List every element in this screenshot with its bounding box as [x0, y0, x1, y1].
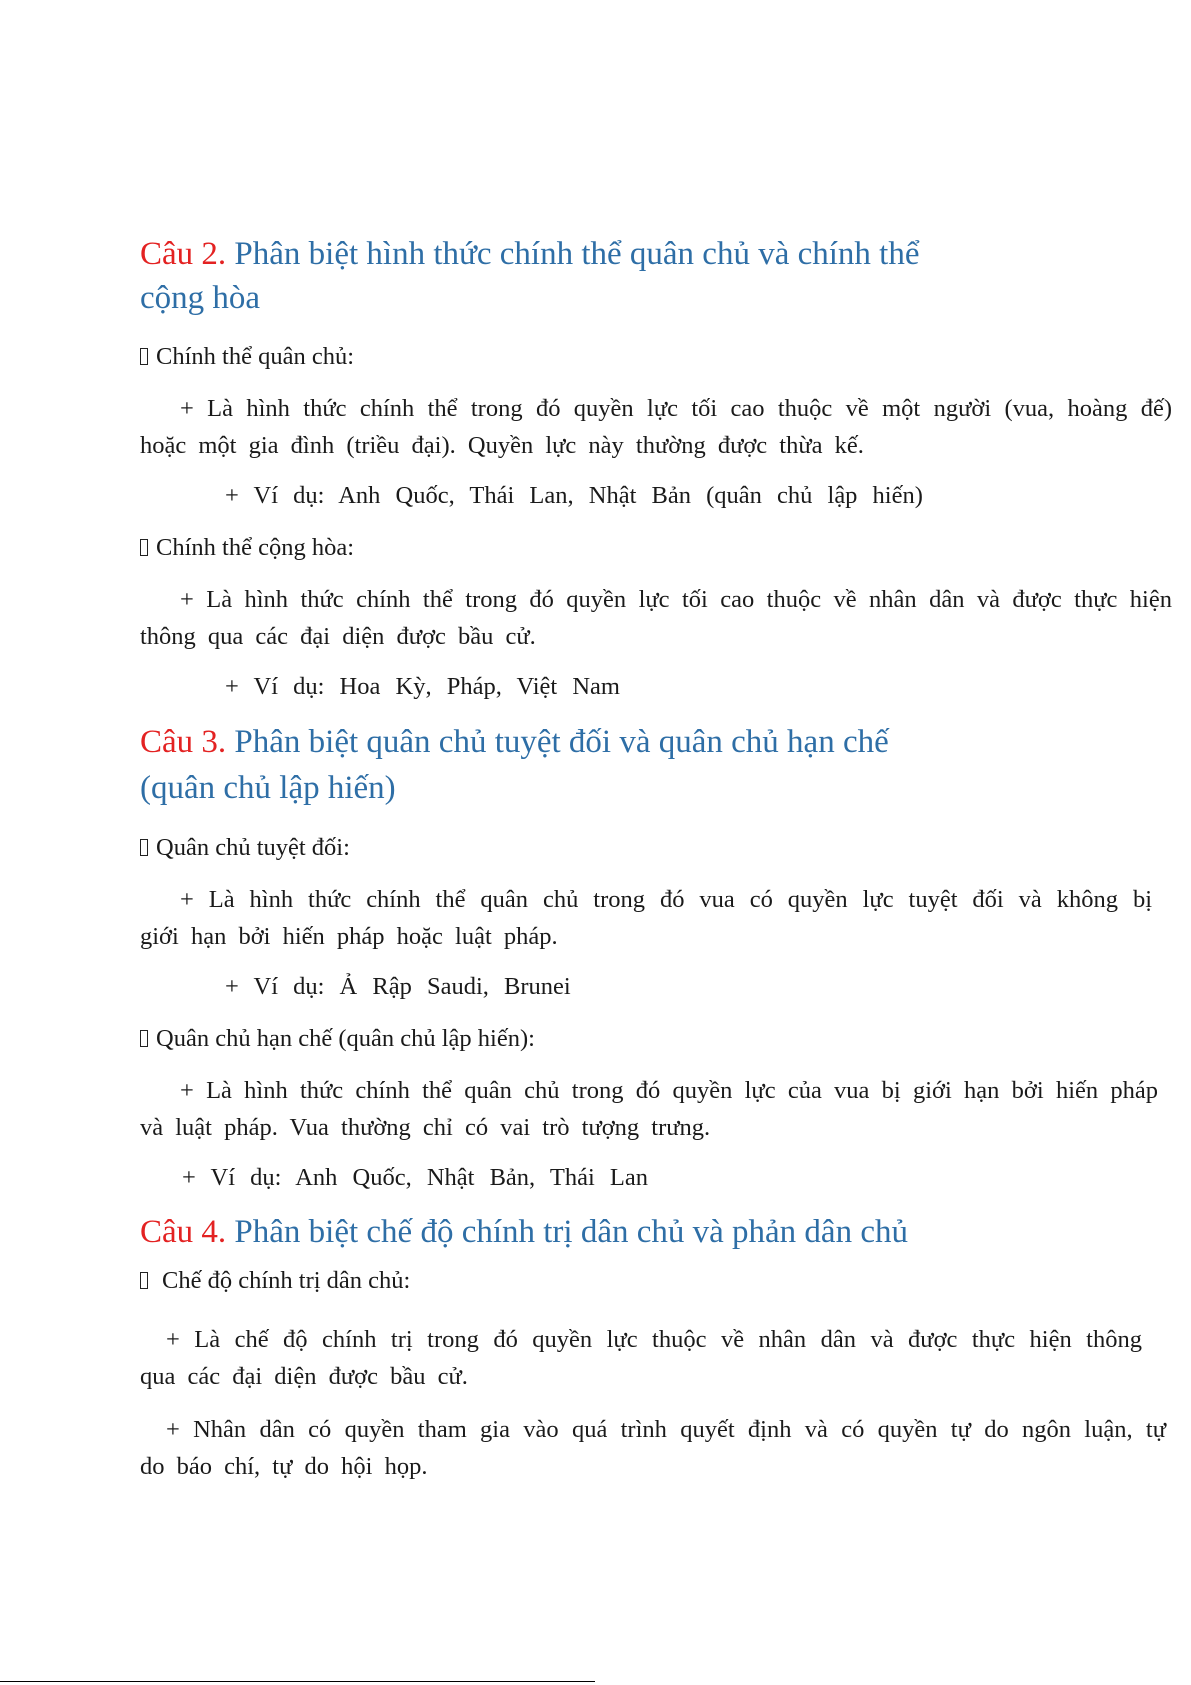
- q2-republic-example: + Ví dụ: Hoa Kỳ, Pháp, Việt Nam: [225, 673, 620, 700]
- footer-rule: [0, 1681, 595, 1682]
- q4-number: Câu 4.: [140, 1214, 227, 1250]
- q2-bullet-republic-label: Chính thể cộng hòa:: [156, 534, 355, 561]
- missing-glyph-icon: [140, 1272, 148, 1289]
- q3-absolute-example: + Ví dụ: Ả Rập Saudi, Brunei: [225, 973, 571, 1000]
- q3-bullet-absolute: [140, 833, 350, 863]
- q2-bullet-republic: [140, 533, 354, 563]
- q4-democracy-definition: + Là chế độ chính trị trong đó quyền lực thuộc về nhân dân và được thực hiện thông qua các đại diện được bầu cử.: [140, 1326, 1142, 1390]
- q2-heading: [140, 231, 919, 277]
- q4-bullet-democracy-label: Chế độ chính trị dân chủ:: [162, 1267, 411, 1294]
- q3-bullet-absolute-label: Quân chủ tuyệt đối:: [156, 834, 350, 861]
- missing-glyph-icon: [140, 839, 148, 856]
- q3-heading-line2: [140, 765, 396, 811]
- q3-heading: [140, 719, 889, 765]
- q2-title-line1: Phân biệt hình thức chính thể quân chủ và chính thể: [234, 236, 920, 272]
- q3-title-line1: Phân biệt quân chủ tuyệt đối và quân chủ hạn chế: [234, 724, 889, 760]
- q2-number: Câu 2.: [140, 236, 227, 272]
- q2-monarchy-example: + Ví dụ: Anh Quốc, Thái Lan, Nhật Bản (quân chủ lập hiến): [225, 482, 923, 509]
- q4-bullet-democracy: [140, 1266, 410, 1296]
- q2-title-line2: cộng hòa: [140, 280, 261, 316]
- q3-title-line2: (quân chủ lập hiến): [140, 770, 396, 806]
- q2-republic-definition: + Là hình thức chính thể trong đó quyền lực tối cao thuộc về nhân dân và được thực hiện thông qua các đại diện được bầu cử.: [140, 586, 1172, 650]
- q3-absolute-definition: + Là hình thức chính thể quân chủ trong đó vua có quyền lực tuyệt đối và không bị giới hạn bởi hiến pháp hoặc luật pháp.: [140, 886, 1152, 950]
- q2-bullet-monarchy-label: Chính thể quân chủ:: [156, 343, 355, 370]
- q2-bullet-monarchy: [140, 342, 354, 372]
- q4-title: Phân biệt chế độ chính trị dân chủ và phản dân chủ: [234, 1214, 908, 1250]
- q3-number: Câu 3.: [140, 724, 227, 760]
- q3-limited-example: + Ví dụ: Anh Quốc, Nhật Bản, Thái Lan: [182, 1164, 648, 1191]
- q4-democracy-rights: + Nhân dân có quyền tham gia vào quá trình quyết định và có quyền tự do ngôn luận, tự do báo chí, tự do hội họp.: [140, 1416, 1166, 1480]
- q2-heading-line2: [140, 275, 260, 321]
- missing-glyph-icon: [140, 348, 148, 365]
- q2-monarchy-definition: + Là hình thức chính thể trong đó quyền lực tối cao thuộc về một người (vua, hoàng đế) hoặc một gia đình (triều đại). Quyền lực này thường được thừa kế.: [140, 395, 1172, 459]
- q3-limited-definition: + Là hình thức chính thể quân chủ trong đó quyền lực của vua bị giới hạn bởi hiến pháp và luật pháp. Vua thường chỉ có vai trò tượng trưng.: [140, 1077, 1158, 1141]
- q3-bullet-limited: [140, 1024, 535, 1054]
- q4-heading: [140, 1209, 908, 1255]
- missing-glyph-icon: [140, 539, 148, 556]
- missing-glyph-icon: [140, 1030, 148, 1047]
- q3-bullet-limited-label: Quân chủ hạn chế (quân chủ lập hiến):: [156, 1025, 535, 1052]
